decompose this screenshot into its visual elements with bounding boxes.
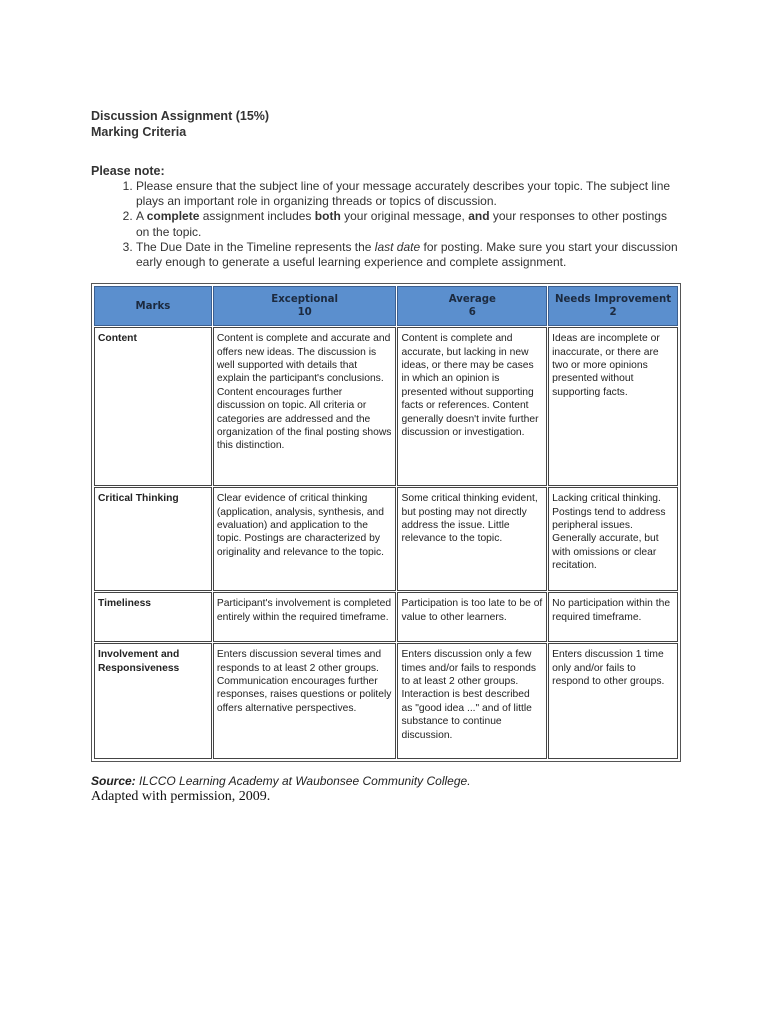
- note-2-text: A: [136, 209, 147, 224]
- notes-list: [91, 179, 681, 270]
- row-label: Critical Thinking: [94, 487, 212, 591]
- source-citation: [91, 773, 681, 789]
- header-average-label: Average: [448, 294, 496, 306]
- rubric-row-involvement: [94, 643, 678, 759]
- cell-needs-improvement: No participation within the required timeframe.: [548, 592, 678, 642]
- rubric-row-timeliness: [94, 592, 678, 642]
- cell-needs-improvement: Lacking critical thinking. Postings tend to address peripheral issues. Generally accurate, but with omissions or clear recitation.: [548, 487, 678, 591]
- cell-exceptional: Content is complete and accurate and offers new ideas. The discussion is well supported with details that explain the participant's conclusions. Content encourages further discussion on topic. All criteria or categories are addressed and the organization of the final posting shows this distinction.: [213, 327, 397, 486]
- adapted-note: Adapted with permission, 2009.: [91, 789, 271, 805]
- row-label: Timeliness: [94, 592, 212, 642]
- cell-average: Enters discussion only a few times and/or fails to responds to at least 2 other groups. Interaction is best described as "good idea ..." and of little substance to continue discussion.: [397, 643, 547, 759]
- rubric-row-critical-thinking: [94, 487, 678, 591]
- header-needs-label: Needs Improvement: [554, 294, 672, 306]
- note-3-italic-last-date: last date: [374, 239, 421, 254]
- cell-exceptional: Enters discussion several times and responds to at least 2 other groups. Communication encourages further responses, raises questions or politely offers alternative perspectives.: [213, 643, 397, 759]
- document-page: [91, 108, 681, 805]
- cell-average: Some critical thinking evident, but posting may not directly address the issue. Little relevance to the topic.: [397, 487, 547, 591]
- note-2-bold-both: both: [314, 209, 341, 224]
- note-2-text: your original message,: [340, 209, 469, 224]
- note-2-bold-and: and: [468, 209, 490, 224]
- cell-exceptional: Clear evidence of critical thinking (application, analysis, synthesis, and evaluation) and application to the topic. Postings are characterized by originality and relevance to the topic.: [213, 487, 397, 591]
- header-average-points: 6: [468, 307, 476, 319]
- cell-needs-improvement: Ideas are incomplete or inaccurate, or there are two or more opinions presented without supporting facts.: [548, 327, 678, 486]
- header-exceptional-label: Exceptional: [271, 294, 339, 306]
- note-1-text: Please ensure that the subject line of your message accurately describes your topic. The subject line plays an important role in organizing threads or topics of discussion.: [136, 179, 671, 209]
- notes-heading: Please note:: [91, 164, 165, 178]
- rubric-table: [93, 285, 679, 760]
- header-exceptional-points: 10: [297, 307, 312, 319]
- note-3-text: The Due Date in the Timeline represents the: [136, 239, 375, 254]
- source-text: ILCCO Learning Academy at Waubonsee Community College.: [135, 774, 471, 789]
- cell-needs-improvement: Enters discussion 1 time only and/or fails to respond to other groups.: [548, 643, 678, 759]
- cell-average: Participation is too late to be of value to other learners.: [397, 592, 547, 642]
- note-2-text: your responses to other postings on the topic.: [136, 209, 667, 239]
- rubric-header-row: [94, 286, 678, 326]
- row-label: Involvement and Responsiveness: [94, 643, 212, 759]
- note-2-text: assignment includes: [199, 209, 315, 224]
- rubric-row-content: [94, 327, 678, 486]
- note-item: [136, 240, 681, 270]
- rubric-table-frame: [91, 283, 681, 762]
- header-exceptional: [213, 286, 397, 326]
- source-label: Source:: [91, 774, 136, 789]
- row-label: Content: [94, 327, 212, 486]
- note-item: [136, 209, 681, 239]
- header-marks-label: Marks: [135, 300, 171, 312]
- note-3-text: for posting. Make sure you start your discussion early enough to generate a useful learning experience and complete assignment.: [136, 239, 678, 270]
- note-2-bold-complete: complete: [146, 209, 200, 224]
- note-item: [136, 179, 681, 209]
- header-average: [397, 286, 547, 326]
- cell-exceptional: Participant's involvement is completed entirely within the required timeframe.: [213, 592, 397, 642]
- header-marks: [94, 286, 212, 326]
- header-needs-points: 2: [609, 307, 617, 319]
- page-title: Discussion Assignment (15%): [91, 109, 270, 123]
- page-subtitle: Marking Criteria: [91, 125, 187, 139]
- header-needs-improvement: [548, 286, 678, 326]
- cell-average: Content is complete and accurate, but lacking in new ideas, or there may be cases in which an opinion is presented without supporting facts or references. Content generally doesn't invite further discussion or investigation.: [397, 327, 547, 486]
